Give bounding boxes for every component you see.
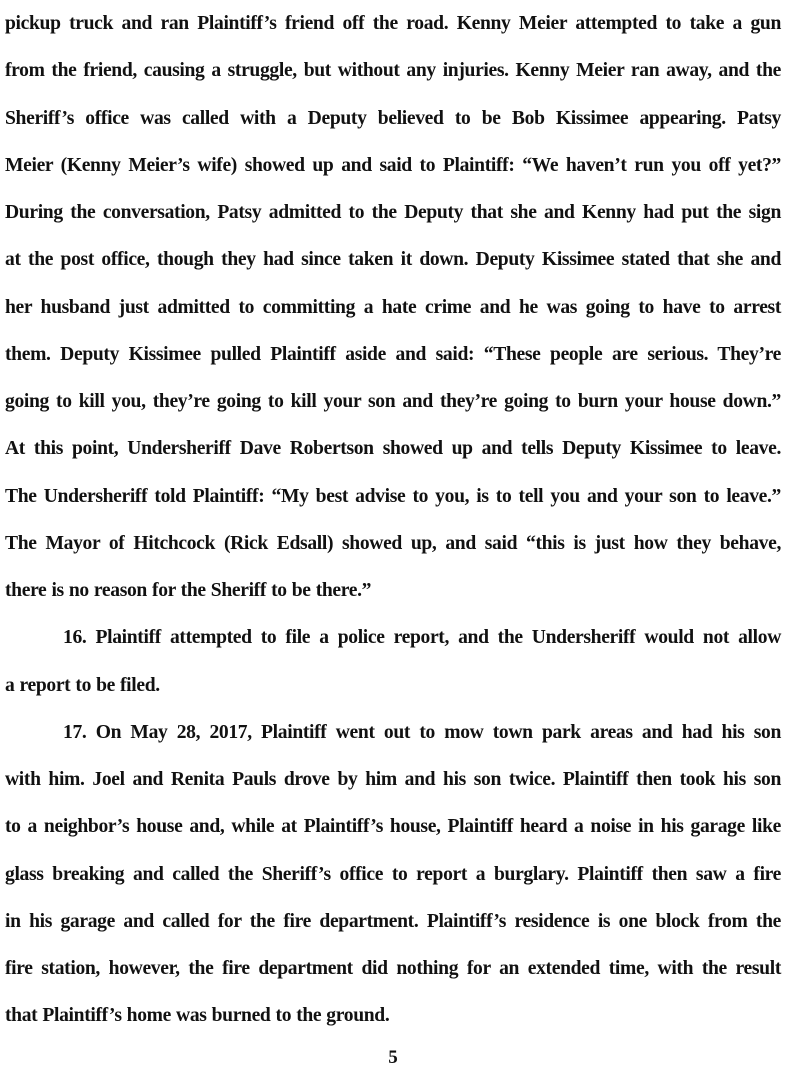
page-number: 5: [388, 1047, 398, 1068]
text-line: going to kill you, they’re going to kill your son and they’re going to burn your house down.”: [5, 391, 781, 412]
text-line: with him. Joel and Renita Pauls drove by him and his son twice. Plaintiff then took his son: [5, 769, 781, 790]
paragraph-16: [5, 614, 781, 709]
text-line: to a neighbor’s house and, while at Plaintiff’s house, Plaintiff heard a noise in his garage like: [5, 816, 781, 838]
text-line: glass breaking and called the Sheriff’s office to report a burglary. Plaintiff then saw a fire: [5, 863, 781, 885]
text-line: there is no reason for the Sheriff to be there.”: [5, 580, 372, 601]
text-line: from the friend, causing a struggle, but without any injuries. Kenny Meier ran away, and the: [5, 60, 781, 82]
text-line: a report to be filed.: [5, 674, 160, 696]
text-line: At this point, Undersheriff Dave Robertson showed up and tells Deputy Kissimee to leave.: [5, 438, 781, 460]
text-line: The Undersheriff told Plaintiff: “My best advise to you, is to tell you and your son to leave.”: [5, 485, 781, 507]
paragraph-17: [5, 709, 781, 1040]
text-line: Sheriff’s office was called with a Deputy believed to be Bob Kissimee appearing. Patsy: [5, 107, 781, 129]
text-line: fire station, however, the fire department did nothing for an extended time, with the result: [5, 958, 781, 979]
text-line: 16. Plaintiff attempted to file a police report, and the Undersheriff would not allow: [63, 627, 781, 649]
document-page: [5, 0, 781, 1040]
text-line: in his garage and called for the fire department. Plaintiff’s residence is one block from the: [5, 910, 781, 932]
text-line: her husband just admitted to committing a hate crime and he was going to have to arrest: [5, 296, 781, 318]
text-line: pickup truck and ran Plaintiff’s friend off the road. Kenny Meier attempted to take a gun: [5, 13, 781, 34]
text-line: During the conversation, Patsy admitted to the Deputy that she and Kenny had put the sign: [5, 202, 781, 223]
text-line: The Mayor of Hitchcock (Rick Edsall) showed up, and said “this is just how they behave,: [5, 532, 781, 554]
paragraph-15-continued: [5, 0, 781, 614]
text-line: 17. On May 28, 2017, Plaintiff went out to mow town park areas and had his son: [63, 721, 781, 743]
text-line: them. Deputy Kissimee pulled Plaintiff aside and said: “These people are serious. They’re: [5, 343, 781, 365]
text-line: that Plaintiff’s home was burned to the ground.: [5, 1005, 390, 1027]
text-line: Meier (Kenny Meier’s wife) showed up and said to Plaintiff: “We haven’t run you off yet?”: [5, 154, 781, 176]
text-line: at the post office, though they had since taken it down. Deputy Kissimee stated that she and: [5, 249, 781, 271]
